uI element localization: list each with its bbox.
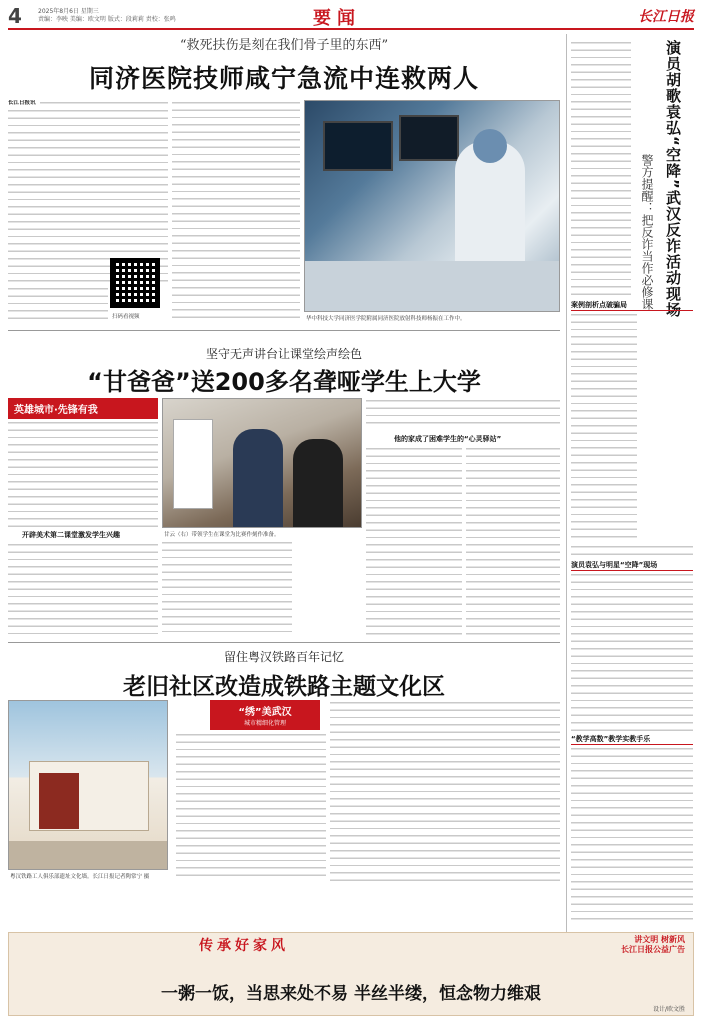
article-text — [330, 700, 560, 882]
article-text — [366, 446, 462, 638]
paper-board — [173, 419, 213, 509]
ground-shape — [9, 841, 168, 870]
door-shape — [39, 773, 79, 829]
box-heading: 演员袁弘与明星“空降”现场 — [571, 560, 693, 571]
photo-caption: 粤汉铁路工人俱乐部遗址文化墙。长江日报记者陶常宁 摄 — [10, 874, 150, 880]
monitor-shape — [399, 115, 459, 161]
page-meta — [38, 8, 176, 24]
article-text — [571, 572, 693, 732]
lede-source: 长江日报讯 — [8, 100, 36, 106]
ad-editor: 设计/欧文胜 — [652, 1006, 685, 1013]
article-text — [366, 398, 560, 428]
article-text — [466, 446, 560, 638]
newspaper-logo: 长江日报 — [638, 9, 694, 25]
banner-title: “绣”美武汉 — [238, 707, 292, 718]
qr-label: 扫码看视频 — [112, 314, 140, 320]
divider — [8, 330, 560, 331]
subhead: 他的家成了困难学生的“心灵驿站” — [394, 435, 502, 443]
ad-brand-line2: 长江日报公益广告 — [621, 945, 685, 954]
column-banner: 英雄城市·先锋有我 — [8, 398, 158, 419]
railway-wall-photo — [8, 700, 168, 870]
article-text — [571, 40, 631, 298]
person-head — [473, 129, 507, 163]
story-headline: 同济医院技师咸宁急流中连救两人 — [88, 64, 479, 93]
article-text — [8, 542, 158, 638]
page-header — [8, 4, 694, 30]
article-text — [8, 286, 108, 322]
banner-subtitle: 城市精细化管理 — [243, 720, 286, 727]
article-text — [8, 420, 158, 528]
article-text — [40, 100, 168, 108]
box-heading: “教学高数”教学实教手乐 — [571, 734, 693, 745]
story-kicker: “救死扶伤是刻在我们骨子里的东西” — [179, 38, 389, 53]
ad-brand — [621, 935, 685, 955]
story-kicker: 坚守无声讲台让课堂绘声绘色 — [205, 347, 362, 361]
public-service-ad — [8, 932, 694, 1016]
article-text — [571, 746, 693, 924]
story-headline: 老旧社区改造成铁路主题文化区 — [123, 674, 445, 700]
vertical-subhead: 警方提醒：把反诈当作必修课 — [640, 154, 654, 310]
ad-brand-line1: 讲文明 树新风 — [634, 935, 685, 944]
page-date: 2025年8月6日 星期三 — [38, 8, 99, 15]
ad-slogan: 一粥一饭，当思来处不易 半丝半缕，恒念物力维艰 — [161, 984, 541, 1004]
page-editors: 责编：李映 美编：欧文明 版式：段莉莉 责校：张鸣 — [38, 16, 176, 23]
monitor-shape — [323, 121, 393, 171]
section-title: 要闻 — [313, 8, 361, 29]
box-heading: 案例剖析点破骗局 — [571, 300, 693, 311]
column-banner — [210, 700, 320, 730]
desk-shape — [305, 261, 560, 312]
person-figure — [293, 439, 343, 528]
page-number: 4 — [8, 4, 22, 28]
photo-caption: 华中科技大学同济医学院附属同济医院放射科技师杨振在工作中。 — [306, 316, 466, 322]
article-text — [571, 544, 693, 558]
right-column — [566, 34, 694, 940]
story-kicker: 留住粤汉铁路百年记忆 — [223, 650, 344, 664]
qr-code[interactable] — [110, 258, 160, 308]
article-text — [571, 312, 637, 542]
story-headline: “甘爸爸”送200多名聋哑学生上大学 — [87, 368, 481, 396]
vertical-headline: 演员胡歌袁弘“空降”武汉反诈活动现场 — [664, 40, 682, 318]
article-text — [172, 100, 300, 322]
ad-tagline: 传承好家风 — [199, 938, 289, 954]
subhead: 开辟美术第二课堂激发学生兴趣 — [22, 531, 120, 539]
divider — [8, 642, 560, 643]
person-figure — [233, 429, 283, 528]
article-text — [162, 540, 292, 638]
article-text — [176, 732, 326, 882]
photo-caption: 甘云（右）带领学生在课堂为比赛作刻作准备。 — [164, 532, 280, 538]
technician-photo — [304, 100, 560, 312]
classroom-photo — [162, 398, 362, 528]
